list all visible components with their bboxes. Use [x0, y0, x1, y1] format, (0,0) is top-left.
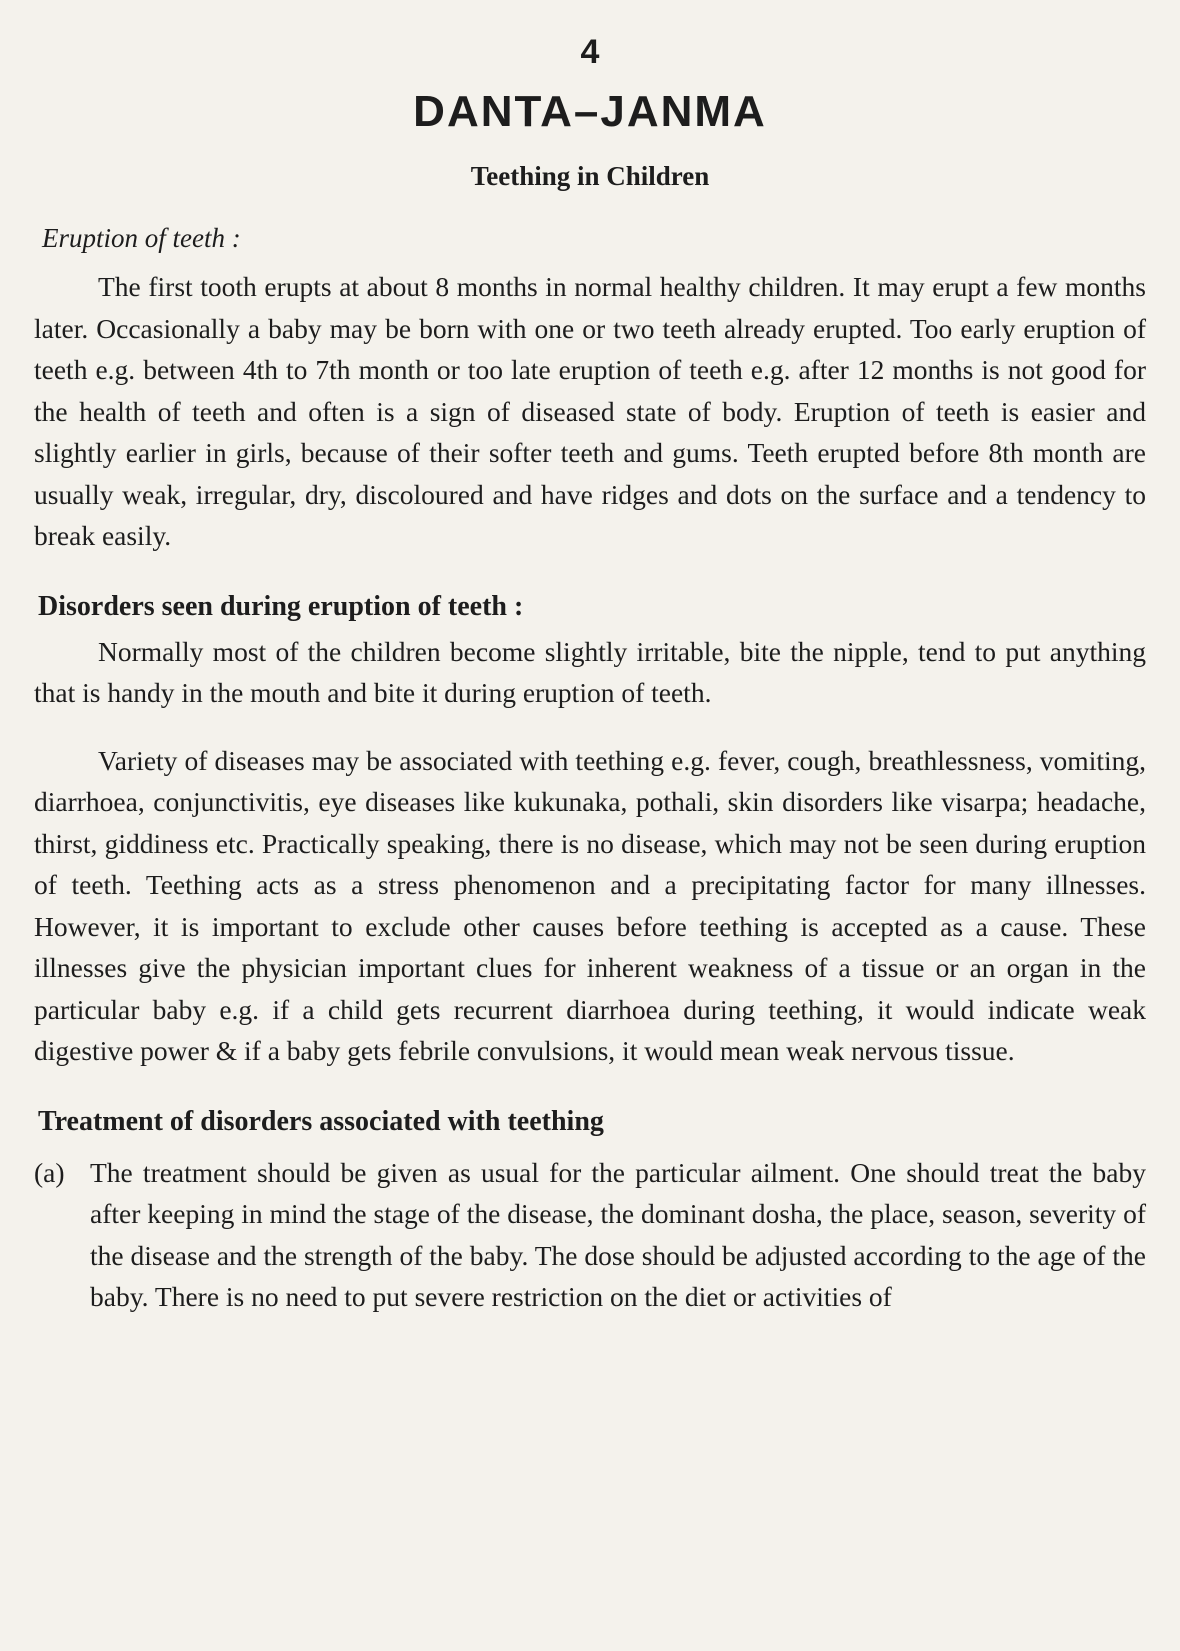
disorders-paragraph-2: Variety of diseases may be associated with teething e.g. fever, cough, breathlessness, vomiting, diarrhoea, conjunctivitis, eye diseases like kukunaka, pothali, skin disorders like visarpa; headache, thirst, giddiness etc. Practically speaking, there is no disease, which may not be seen during eruption of teeth. Teething acts as a stress phenomenon and a precipitating factor for many illnesses. However, it is important to exclude other causes before teething is accepted as a cause. These illnesses give the physician important clues for inherent weakness of a tissue or an organ in the particular baby e.g. if a child gets recurrent diarrhoea during teething, it would indicate weak digestive power & if a baby gets febrile convulsions, it would mean weak nervous tissue. [34, 744, 1146, 1066]
chapter-number: 4 [580, 33, 600, 71]
treatment-list-item [34, 1152, 1146, 1318]
chapter-title: DANTA–JANMA [413, 87, 767, 136]
disorders-paragraph-1: Normally most of the children become slightly irritable, bite the nipple, tend to put anything that is handy in the mouth and bite it during eruption of teeth. [34, 635, 1146, 708]
chapter-subtitle: Teething in Children [470, 161, 710, 191]
disorders-heading: Disorders seen during eruption of teeth : [38, 590, 524, 622]
list-marker: (a) [34, 1156, 65, 1188]
list-item-text: The treatment should be given as usual for the particular ailment. One should treat the baby after keeping in mind the stage of the disease, the dominant dosha, the place, season, severity of the disease and the strength of the baby. The dose should be adjusted according to the age of the baby. There is no need to put severe restriction on the diet or activities of [90, 1156, 1146, 1312]
eruption-heading: Eruption of teeth : [42, 223, 241, 253]
treatment-heading: Treatment of disorders associated with teething [38, 1105, 604, 1137]
eruption-paragraph: The first tooth erupts at about 8 months in normal healthy children. It may erupt a few months later. Occasionally a baby may be born with one or two teeth already erupted. Too early eruption of teeth e.g. between 4th to 7th month or too late eruption of teeth e.g. after 12 months is not good for the health of teeth and often is a sign of diseased state of body. Eruption of teeth is easier and slightly earlier in girls, because of their softer teeth and gums. Teeth erupted before 8th month are usually weak, irregular, dry, discoloured and have ridges and dots on the surface and a tendency to break easily. [34, 271, 1146, 551]
